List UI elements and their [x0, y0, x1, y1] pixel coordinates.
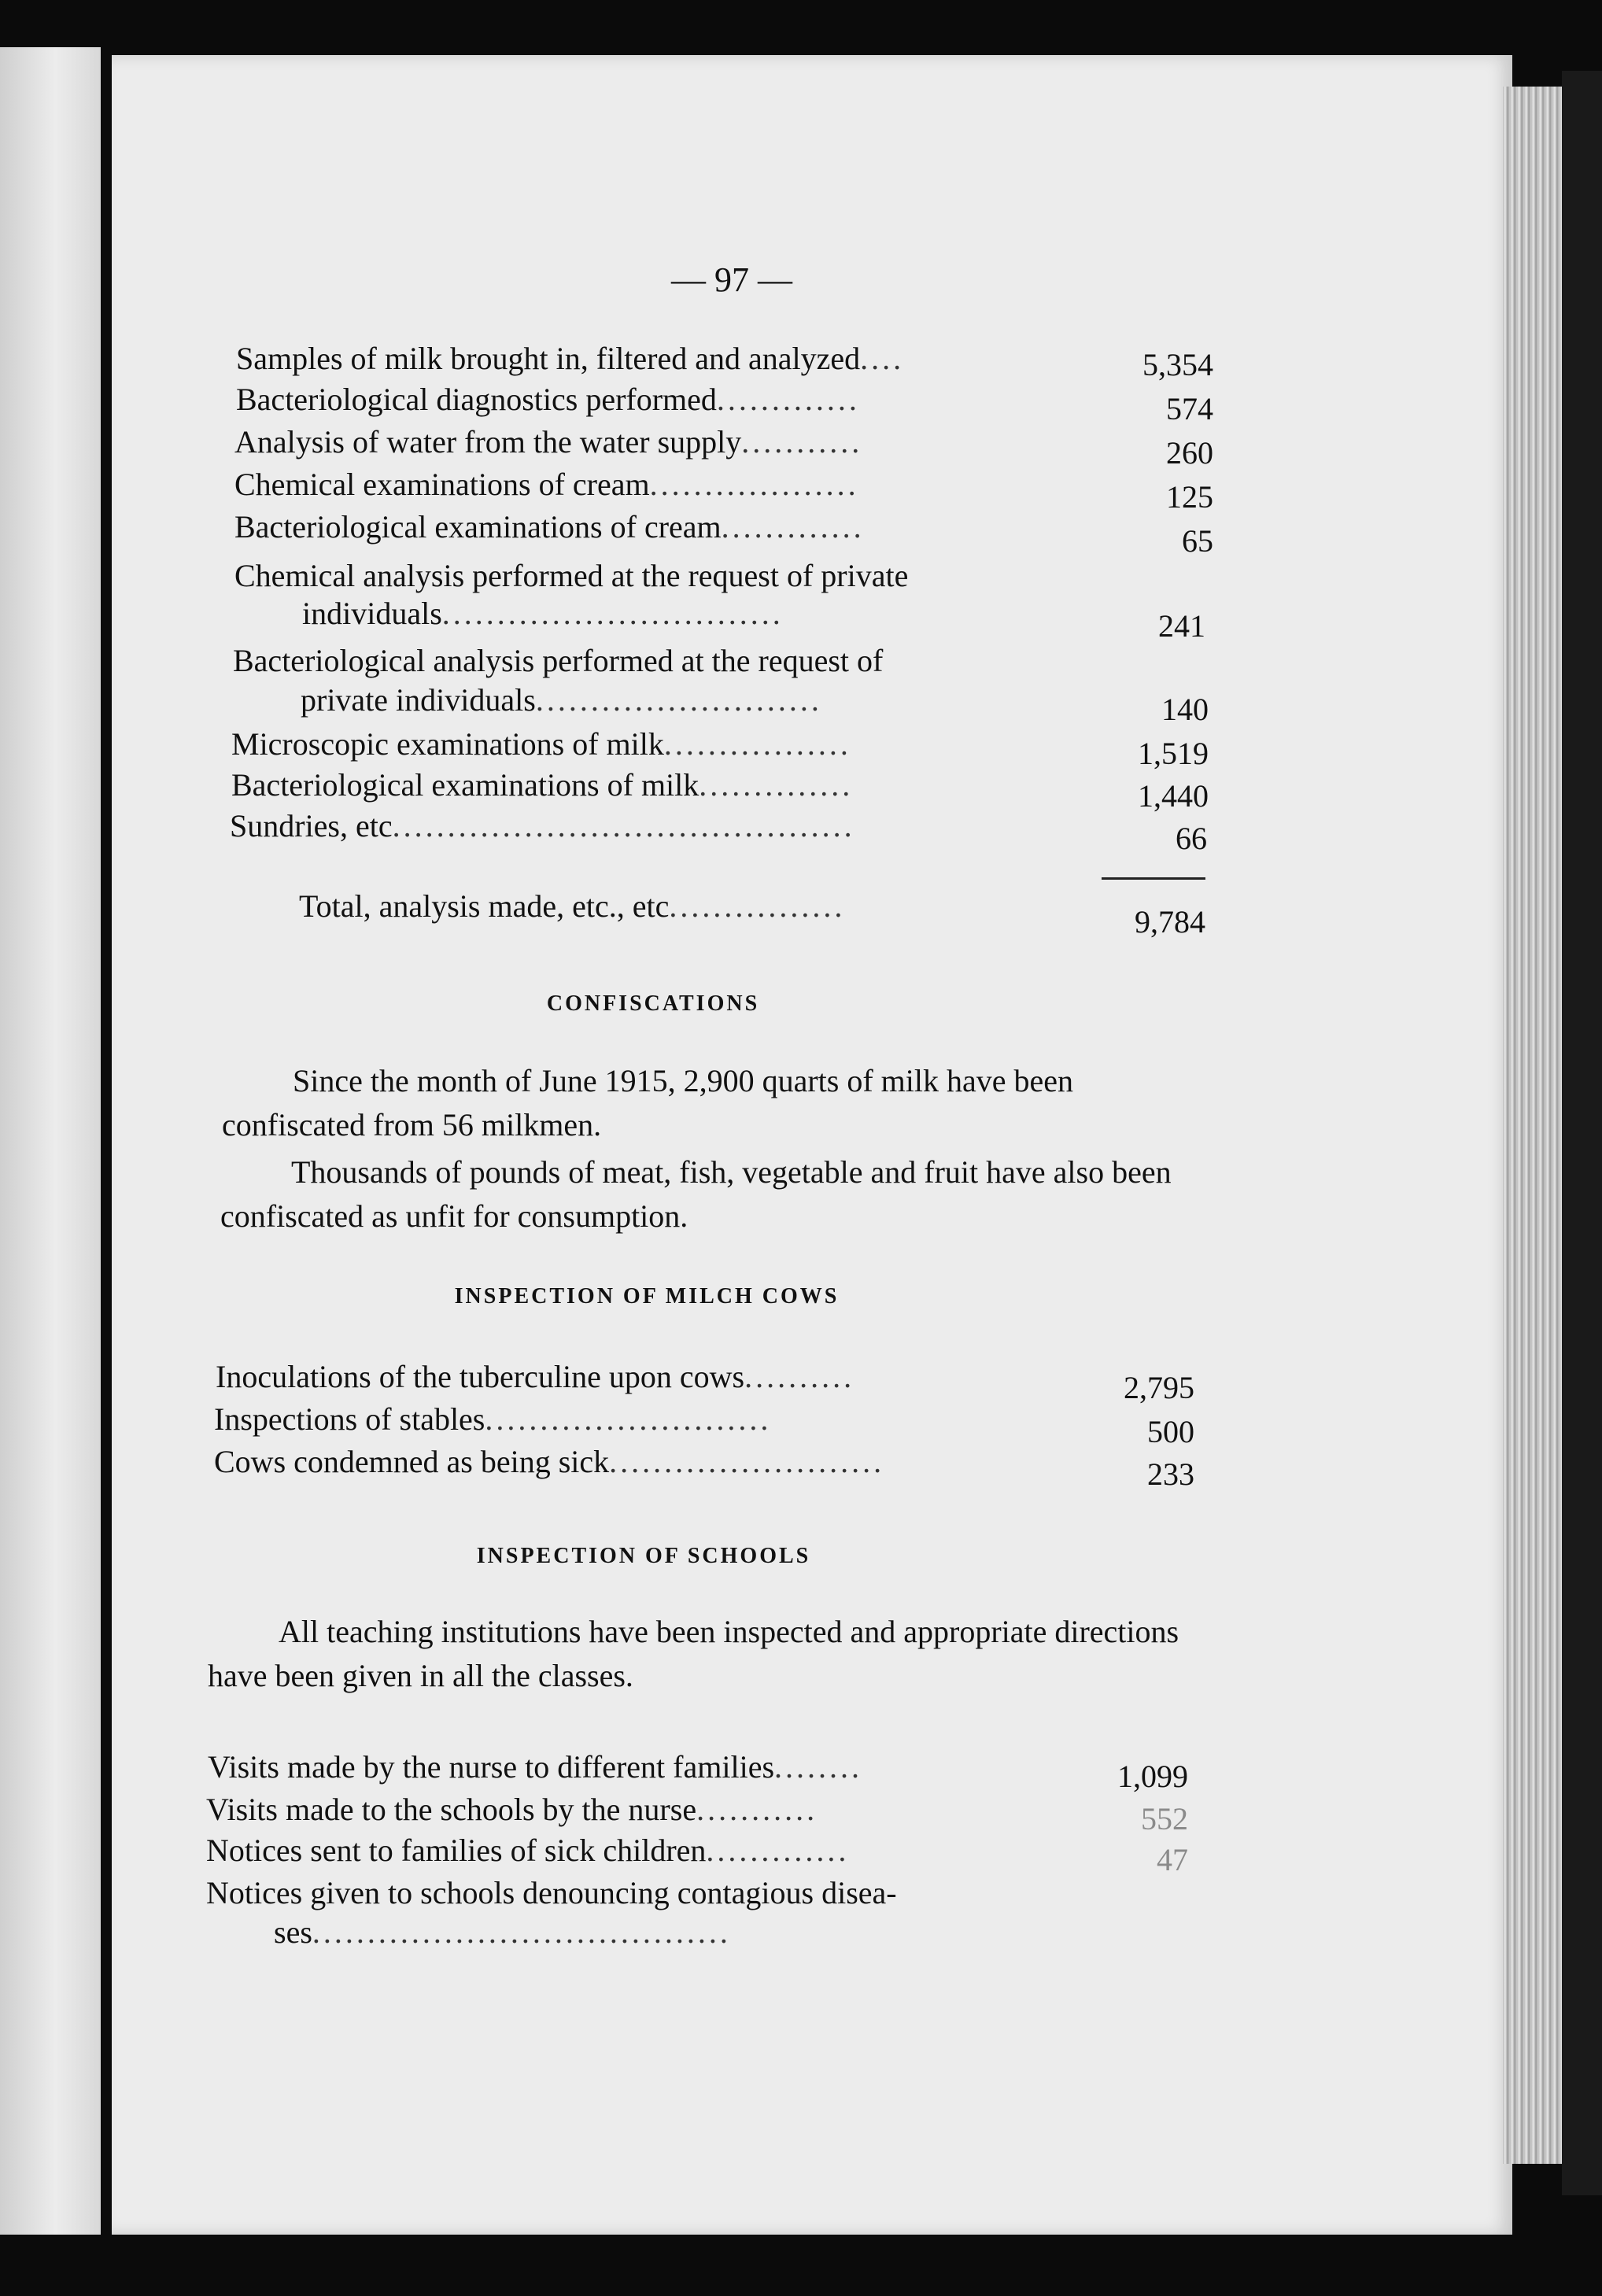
total-row [299, 888, 845, 925]
stat-row-continued [301, 681, 822, 719]
stat-label: Bacteriological examinations of milk [231, 767, 699, 803]
leader-dots: .... [860, 341, 905, 376]
leader-dots: .......................... [485, 1401, 772, 1437]
total-rule [1102, 877, 1205, 880]
stat-label: Bacteriological analysis performed at the request of [233, 643, 884, 678]
leader-dots: ............. [706, 1833, 850, 1868]
confiscations-paragraph-1: Since the month of June 1915, 2,900 quarts of milk have been confiscated from 56 milkmen. [222, 1063, 1074, 1142]
leader-dots: ........... [696, 1792, 818, 1827]
leader-dots: ................ [669, 888, 846, 924]
stat-row [231, 766, 853, 804]
stat-label-continued: private individuals [301, 682, 536, 718]
stat-value: 66 [1176, 821, 1207, 856]
school-row [206, 1832, 849, 1870]
stat-value: 140 [1161, 692, 1209, 727]
stat-label: Bacteriological examinations of cream [234, 509, 722, 544]
stat-label: Analysis of water from the water supply [234, 424, 742, 460]
stat-value: 65 [1182, 523, 1213, 559]
stat-value: 260 [1166, 435, 1213, 471]
stat-label: Microscopic examinations of milk [231, 726, 664, 762]
school-value: 47 [1157, 1842, 1188, 1877]
stat-value: 1,519 [1138, 736, 1209, 771]
stat-label: Chemical examinations of cream [234, 467, 650, 502]
stat-row [234, 423, 862, 461]
stat-row [233, 642, 883, 680]
stat-row [234, 466, 859, 504]
stat-value: 5,354 [1142, 347, 1213, 382]
total-value: 9,784 [1135, 904, 1205, 939]
cow-value: 2,795 [1124, 1370, 1194, 1405]
stat-value: 241 [1158, 608, 1205, 644]
leader-dots: ................... [649, 467, 859, 502]
stat-row [236, 340, 904, 378]
cow-row [216, 1358, 855, 1396]
stat-label-continued: individuals [302, 596, 442, 631]
leader-dots: ............. [716, 382, 860, 417]
leader-dots: ............. [721, 509, 865, 544]
stat-row [236, 381, 860, 419]
stat-row [230, 807, 855, 845]
school-row [206, 1791, 818, 1829]
leader-dots: ...................................... [312, 1914, 731, 1950]
leader-dots: .......... [744, 1359, 855, 1394]
cow-label: Inoculations of the tuberculine upon cows [216, 1359, 745, 1394]
total-label: Total, analysis made, etc., etc [299, 888, 670, 924]
leader-dots: ................. [663, 726, 851, 762]
stat-label: Bacteriological diagnostics performed [236, 382, 717, 417]
cow-label: Cows condemned as being sick [214, 1444, 610, 1479]
school-row-continued [274, 1914, 731, 1951]
schools-paragraph: All teaching institutions have been inspected and appropriate directions have been given in all the classes. [208, 1614, 1179, 1693]
school-label: Notices given to schools denouncing contagious disea- [206, 1875, 897, 1910]
stat-value: 574 [1166, 391, 1213, 426]
stat-value: 1,440 [1138, 778, 1209, 814]
cow-row [214, 1401, 771, 1438]
school-label: Visits made by the nurse to different families [208, 1749, 775, 1785]
cow-value: 500 [1147, 1414, 1194, 1449]
page-number: — 97 — [671, 260, 792, 299]
leader-dots: ........... [741, 424, 863, 460]
school-row [206, 1874, 897, 1912]
stat-label: Sundries, etc [230, 808, 393, 843]
cow-row [214, 1443, 884, 1481]
stat-row [234, 508, 865, 546]
leader-dots: .......................... [535, 682, 822, 718]
section-heading-milch-cows: INSPECTION OF MILCH COWS [454, 1284, 840, 1309]
school-value: 1,099 [1117, 1759, 1188, 1794]
stat-label: Chemical analysis performed at the request of private [234, 558, 909, 593]
section-heading-schools: INSPECTION OF SCHOOLS [476, 1544, 811, 1568]
school-label: Visits made to the schools by the nurse [206, 1792, 697, 1827]
leader-dots: .............. [699, 767, 854, 803]
stat-row [231, 725, 851, 763]
stat-label: Samples of milk brought in, filtered and analyzed [236, 341, 861, 376]
leader-dots: ............................... [441, 596, 784, 631]
confiscations-paragraph-2: Thousands of pounds of meat, fish, vegetable and fruit have also been confiscated as unfit for consumption. [220, 1154, 1172, 1234]
stat-row [234, 557, 908, 595]
school-row [208, 1748, 862, 1786]
leader-dots: ......................... [609, 1444, 885, 1479]
school-value: 552 [1141, 1801, 1188, 1836]
section-heading-confiscations: CONFISCATIONS [546, 991, 760, 1016]
school-label-continued: ses [274, 1914, 312, 1950]
cow-value: 233 [1147, 1456, 1194, 1492]
school-label: Notices sent to families of sick children [206, 1833, 707, 1868]
stat-value: 125 [1166, 479, 1213, 515]
stat-row-continued [302, 595, 784, 633]
cow-label: Inspections of stables [214, 1401, 485, 1437]
leader-dots: ........ [774, 1749, 863, 1785]
leader-dots: .......................................... [392, 808, 855, 843]
